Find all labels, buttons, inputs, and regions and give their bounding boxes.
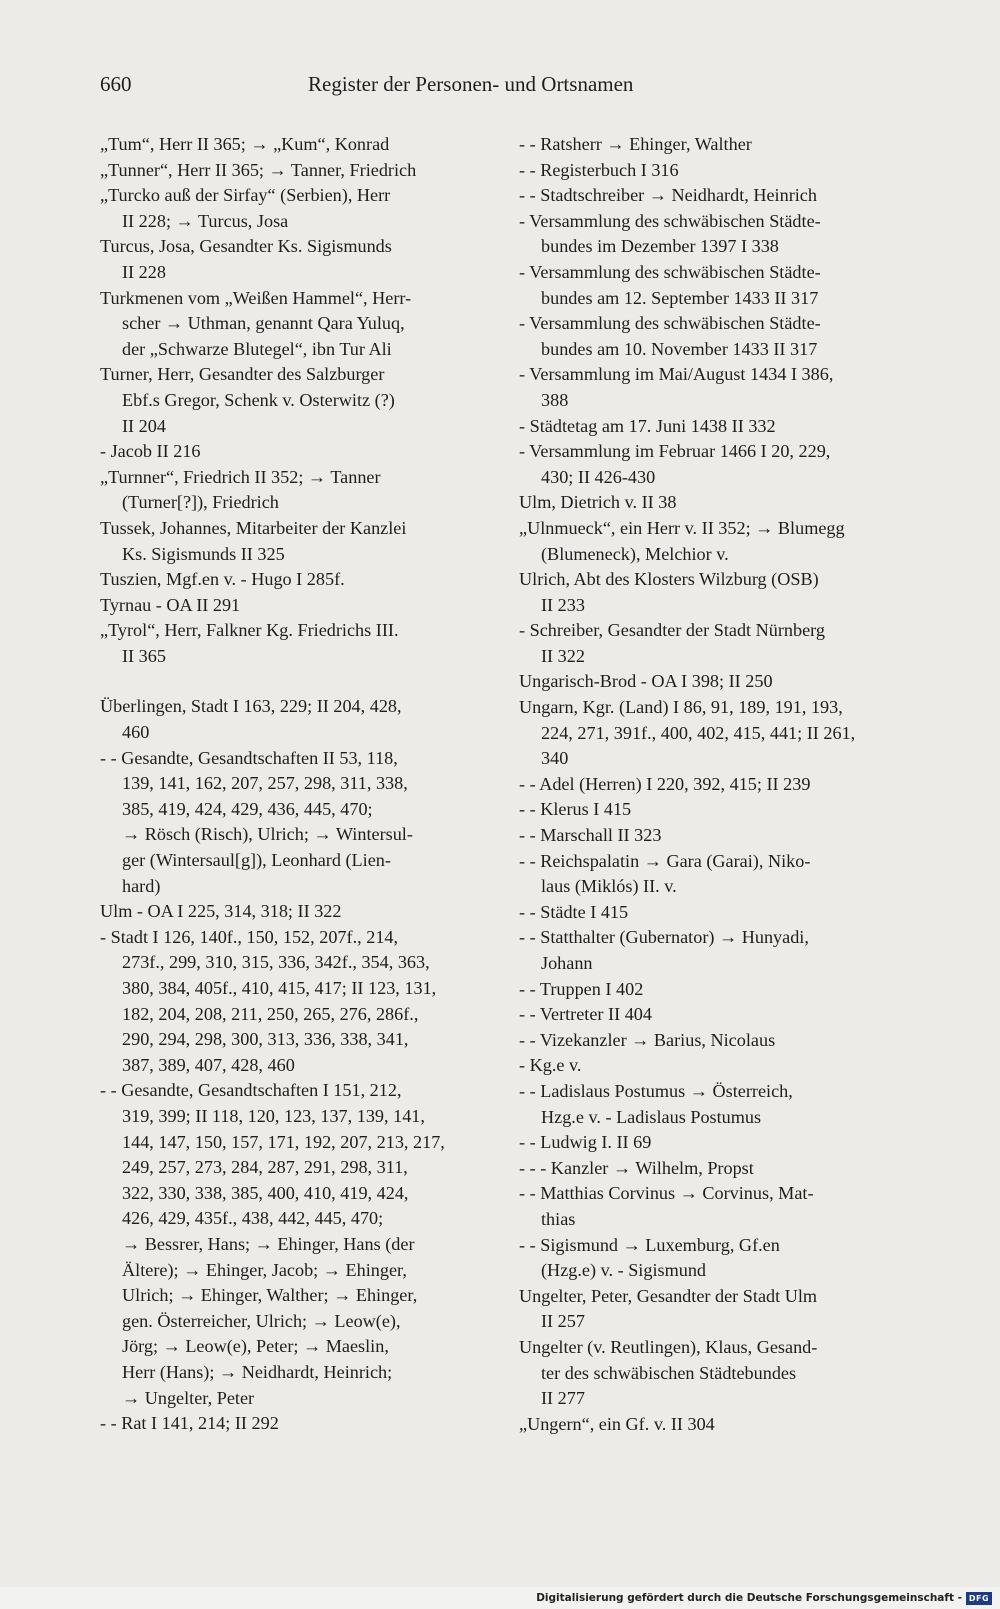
index-entry: Ungelter (v. Reutlingen), Klaus, Gesand- ter des schwäbischen Städtebundes II 277: [519, 1336, 818, 1409]
index-column-left: [100, 132, 480, 1437]
index-entry: „Ulnmueck“, ein Herr v. II 352; → Blumegg (Blumeneck), Melchior v.: [519, 517, 845, 564]
page-number: 660: [100, 72, 132, 96]
index-entry: Ungarisch-Brod - OA I 398; II 250: [519, 671, 773, 692]
index-entry: Tuszien, Mgf.en v. - Hugo I 285f.: [100, 569, 345, 590]
index-entry: - - Städte I 415: [519, 901, 629, 922]
index-entry: „Tum“, Herr II 365; → „Kum“, Konrad: [100, 134, 390, 154]
index-entry: - Versammlung im Mai/August 1434 I 386, 388: [519, 364, 834, 410]
index-entry: - Stadt I 126, 140f., 150, 152, 207f., 214, 273f., 299, 310, 315, 336, 342f., 354, 363, 380, 384, 405f., 410, 415, 417; II 123, 131, 182, 204, 208, 211, 250, 265, 276, 286f., 290, 294, 298, 300, 313, 336, 338, 341, 387, 389, 407, 428, 460: [100, 926, 437, 1075]
index-entry: - Schreiber, Gesandter der Stadt Nürnberg II 322: [519, 620, 825, 666]
index-entry: - - Stadtschreiber → Neidhardt, Heinrich: [519, 185, 817, 206]
index-entry: - - Ludwig I. II 69: [519, 1132, 652, 1153]
index-entry: - - Gesandte, Gesandtschaften I 151, 212, 319, 399; II 118, 120, 123, 137, 139, 141, 144, 147, 150, 157, 171, 192, 207, 213, 217, 249, 257, 273, 284, 287, 291, 298, 311, 322, 330, 338, 385, 400, 410, 419, 424, 426, 429, 435f., 438, 442, 445, 470; → Bessrer, Hans; → Ehinger, Hans (der Ältere); → Ehinger, Jacob; → Ehinger, Ulrich; → Ehinger, Walther; → Ehinger, gen. Österreicher, Ulrich; → Leow(e), Jörg; → Leow(e), Peter; → Maeslin, Herr (Hans); → Neidhardt, Heinrich; → Ungelter, Peter: [100, 1080, 445, 1408]
index-entry: - - Reichspalatin → Gara (Garai), Niko- laus (Miklós) II. v.: [519, 850, 811, 897]
index-entry: Turner, Herr, Gesandter des Salzburger Ebf.s Gregor, Schenk v. Osterwitz (?) II 204: [100, 364, 395, 436]
index-entry: Überlingen, Stadt I 163, 229; II 204, 428, 460: [100, 696, 402, 743]
index-entry: - - Marschall II 323: [519, 825, 662, 846]
page-header: [100, 72, 900, 106]
index-entry: - Versammlung im Februar 1466 I 20, 229, 430; II 426-430: [519, 441, 831, 487]
index-entry: - - Statthalter (Gubernator) → Hunyadi, Johann: [519, 927, 809, 973]
index-entry: Turkmenen vom „Weißen Hammel“, Herr- scher → Uthman, genannt Qara Yuluq, der „Schwarze Blutegel“, ibn Tur Ali: [100, 287, 412, 359]
index-entry: Ulm - OA I 225, 314, 318; II 322: [100, 901, 342, 922]
dfg-logo: DFG: [966, 1592, 992, 1605]
index-entry: - - Vizekanzler → Barius, Nicolaus: [519, 1029, 776, 1050]
index-entry: - - Truppen I 402: [519, 978, 644, 999]
index-entry: - - Vertreter II 404: [519, 1004, 652, 1025]
section-gap: [100, 669, 480, 694]
index-entry: „Tyrol“, Herr, Falkner Kg. Friedrichs III. II 365: [100, 620, 399, 666]
index-entry: - - Matthias Corvinus → Corvinus, Mat- thias: [519, 1183, 814, 1229]
index-entry: - - Rat I 141, 214; II 292: [100, 1413, 279, 1434]
index-entry: - - Gesandte, Gesandtschaften II 53, 118, 139, 141, 162, 207, 257, 298, 311, 338, 385, 419, 424, 429, 436, 445, 470; → Rösch (Risch), Ulrich; → Wintersul- ger (Wintersaul[g]), Leonhard (Lien- hard): [100, 747, 413, 896]
index-entry: - - Ladislaus Postumus → Österreich, Hzg.e v. - Ladislaus Postumus: [519, 1080, 793, 1127]
index-entry: „Turnner“, Friedrich II 352; → Tanner (Turner[?]), Friedrich: [100, 466, 381, 513]
index-entry: - - - Kanzler → Wilhelm, Propst: [519, 1157, 754, 1178]
index-entry: Ulrich, Abt des Klosters Wilzburg (OSB) II 233: [519, 569, 819, 615]
index-entry: - Versammlung des schwäbischen Städte- bundes im Dezember 1397 I 338: [519, 210, 821, 257]
index-entry: - - Adel (Herren) I 220, 392, 415; II 239: [519, 773, 811, 794]
index-entry: „Tunner“, Herr II 365; → Tanner, Friedrich: [100, 159, 417, 180]
index-entry: „Ungern“, ein Gf. v. II 304: [519, 1413, 715, 1434]
index-entry: „Turcko auß der Sirfay“ (Serbien), Herr II 228; → Turcus, Josa: [100, 185, 391, 231]
index-entry: - Städtetag am 17. Juni 1438 II 332: [519, 415, 776, 436]
footer-bar: [0, 1587, 1000, 1609]
index-entry: Ulm, Dietrich v. II 38: [519, 492, 677, 513]
index-entry: Tussek, Johannes, Mitarbeiter der Kanzlei Ks. Sigismunds II 325: [100, 517, 407, 564]
index-entry: Ungarn, Kgr. (Land) I 86, 91, 189, 191, 193, 224, 271, 391f., 400, 402, 415, 441; II 261, 340: [519, 697, 856, 769]
footer-credit: Digitalisierung gefördert durch die Deutsche Forschungsgemeinschaft -: [536, 1592, 962, 1604]
index-entry: - - Ratsherr → Ehinger, Walther: [519, 134, 752, 154]
index-entry: Ungelter, Peter, Gesandter der Stadt Ulm II 257: [519, 1285, 818, 1332]
index-entry: - Kg.e v.: [519, 1055, 582, 1076]
running-title: Register der Personen- und Ortsnamen: [308, 72, 634, 96]
index-entry: - - Klerus I 415: [519, 799, 632, 820]
index-entry: - Versammlung des schwäbischen Städte- bundes am 10. November 1433 II 317: [519, 313, 821, 359]
index-entry: - - Registerbuch I 316: [519, 159, 679, 180]
index-entry: Turcus, Josa, Gesandter Ks. Sigismunds II 228: [100, 236, 392, 282]
index-entry: Tyrnau - OA II 291: [100, 594, 241, 615]
index-column-right: [519, 132, 899, 1437]
index-entry: - - Sigismund → Luxemburg, Gf.en (Hzg.e) v. - Sigismund: [519, 1234, 780, 1281]
index-entry: - Versammlung des schwäbischen Städte- bundes am 12. September 1433 II 317: [519, 261, 821, 308]
index-entry: - Jacob II 216: [100, 441, 201, 462]
